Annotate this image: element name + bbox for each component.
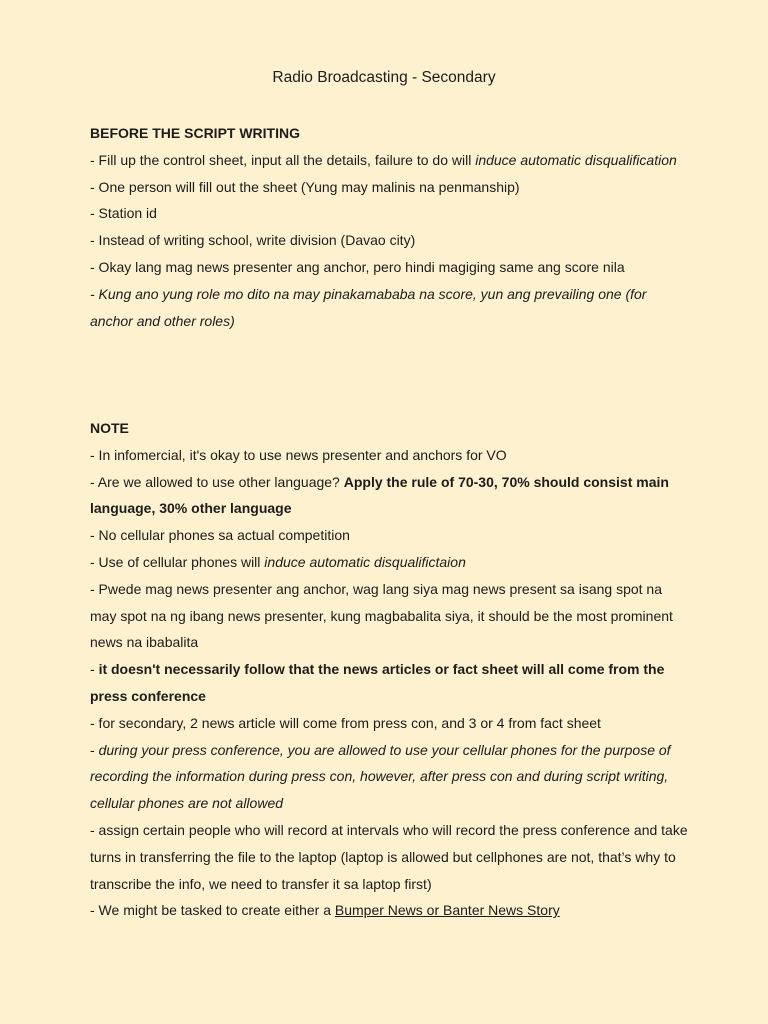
section-heading-note: NOTE [90, 420, 129, 436]
item-bold-text: Apply the rule of 70-30, 70% should consist main language, 30% other language [90, 473, 669, 517]
item-underlined-text: Bumper News or Banter News Story [334, 902, 560, 919]
before-item-one-person: - One person will fill out the sheet (Yung may malinis na penmanship) [90, 178, 520, 195]
before-item-station-id: - Station id [90, 205, 157, 222]
note-item-bumper-banter [90, 897, 690, 924]
item-italic-text: induce automatic disqualification [475, 151, 677, 168]
note-item-other-language [90, 469, 690, 523]
note-item-phone-disqualification [90, 549, 690, 576]
item-text: - Use of cellular phones will [90, 553, 265, 570]
note-item-record-intervals: - assign certain people who will record at intervals who will record the press conference and take turns in transferring the file to the laptop (laptop is allowed but cellphones are not, that’s why to transcribe the info, we need to transfer it sa laptop first) [90, 821, 688, 892]
before-item-prevailing-role: - Kung ano yung role mo dito na may pinakamababa na score, yun ang prevailing one (for anchor and other roles) [90, 285, 647, 329]
note-item-press-con-phones [90, 737, 690, 817]
before-item-news-presenter: - Okay lang mag news presenter ang anchor, pero hindi magiging same ang score nila [90, 258, 625, 275]
item-text: - [90, 661, 99, 678]
note-item-no-phones: - No cellular phones sa actual competition [90, 527, 350, 544]
note-item-infomercial: - In infomercial, it's okay to use news presenter and anchors for VO [90, 446, 507, 463]
note-item-anchor-presenter: - Pwede mag news presenter ang anchor, wag lang siya mag news present sa isang spot na may spot na ng ibang news presenter, kung magbabalita siya, it should be the most prominent news na ibabalita [90, 580, 673, 651]
item-italic-text: during your press conference, you are allowed to use your cellular phones for the purpose of recording the information during press con, however, after press con and during script writing, cellular phones are not allowed [90, 741, 671, 812]
section-heading-before: BEFORE THE SCRIPT WRITING [90, 125, 300, 141]
item-text: - [90, 741, 99, 758]
note-section [90, 415, 690, 924]
item-text: - Are we allowed to use other language? [90, 473, 344, 490]
item-italic-text: induce automatic disqualifictaion [264, 553, 466, 570]
before-item-division: - Instead of writing school, write division (Davao city) [90, 232, 416, 249]
note-item-secondary-articles: - for secondary, 2 news article will come from press con, and 3 or 4 from fact sheet [90, 714, 601, 731]
before-script-writing-section [90, 120, 690, 334]
document-title: Radio Broadcasting - Secondary [272, 69, 496, 86]
before-item-control-sheet [90, 147, 690, 174]
item-text: - Fill up the control sheet, input all the details, failure to do will [90, 151, 476, 168]
note-item-press-conference-source [90, 656, 690, 710]
item-bold-text: it doesn't necessarily follow that the news articles or fact sheet will all come from the press conference [90, 661, 665, 704]
item-text: - We might be tasked to create either a [90, 902, 335, 919]
